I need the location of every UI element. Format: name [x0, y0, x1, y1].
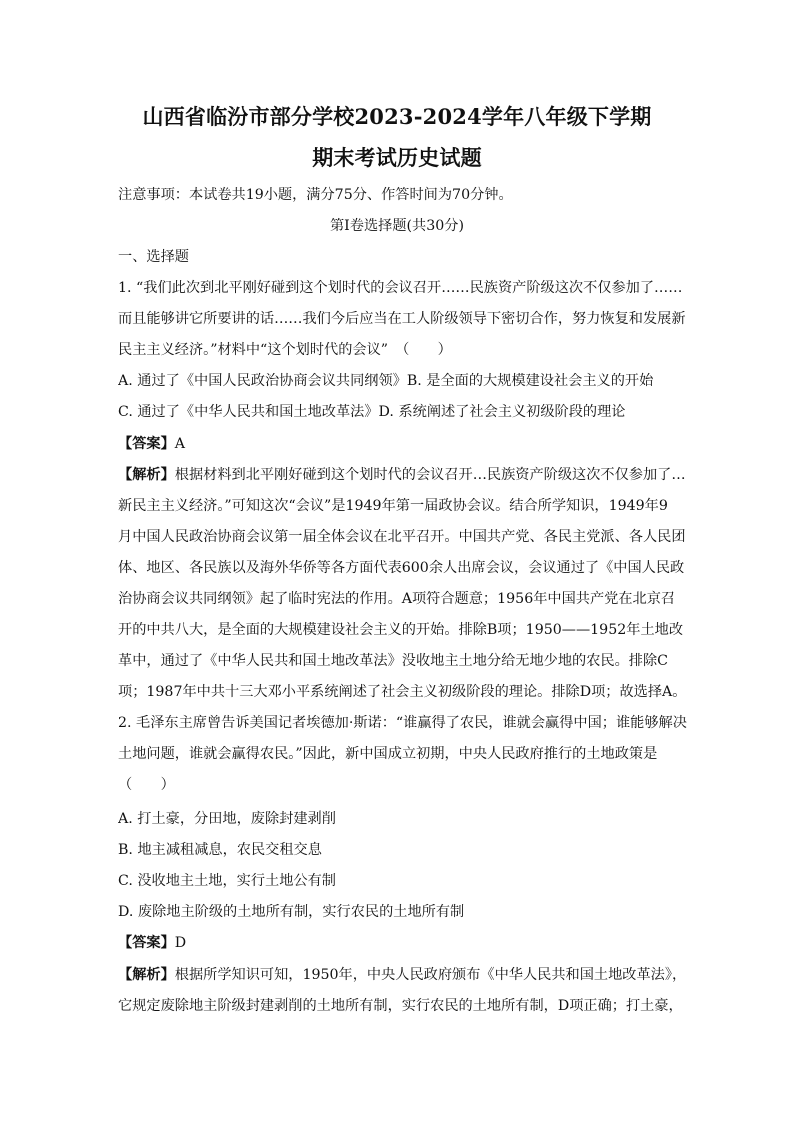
q1-options-line: C. 通过了《中华人民共和国土地改革法》D. 系统阐述了社会主义初级阶段的理论 — [118, 404, 626, 420]
page-title: 山西省临汾市部分学校2023-2024学年八年级下学期 — [142, 104, 652, 129]
analysis-label: 【解析】 — [118, 467, 175, 483]
q2-stem-line: （ ） — [118, 777, 175, 793]
q2-analysis-line: 它规定废除地主阶级封建剥削的土地所有制，实行农民的土地所有制，D项正确；打土豪， — [118, 998, 683, 1014]
q1-analysis-line: 开的中共八大，是全面的大规模建设社会主义的开始。排除B项；1950——1952年土地改 — [118, 622, 684, 638]
q1-analysis-line: 项；1987年中共十三大邓小平系统阐述了社会主义初级阶段的理论。排除D项；故选择A。 — [118, 684, 687, 700]
q2-stem-line: 土地问题，谁就会赢得农民。”因此，新中国成立初期，中央人民政府推行的土地政策是 — [118, 746, 658, 762]
answer-value: D — [174, 935, 187, 951]
q1-analysis-line: 体、地区、各民族以及海外华侨等各方面代表600余人出席会议，会议通过了《中国人民政 — [118, 560, 685, 576]
answer-label: 【答案】 — [118, 935, 175, 951]
analysis-text: 根据材料到北平刚好碰到这个划时代的会议召开…民族资产阶级这次不仅参加了… — [174, 467, 686, 483]
q1-analysis-line: 月中国人民政治协商会议第一届全体会议在北平召开。中国共产党、各民主党派、各人民团 — [118, 529, 686, 545]
q1-stem-line: 1. “我们此次到北平刚好碰到这个划时代的会议召开……民族资产阶级这次不仅参加了…… — [118, 280, 683, 296]
q2-option-d: D. 废除地主阶级的土地所有制，实行农民的土地所有制 — [118, 904, 465, 920]
answer-value: A — [174, 436, 186, 452]
volume-heading: 第I卷选择题(共30分) — [329, 218, 465, 234]
q1-analysis-line: 治协商会议共同纲领》起了临时宪法的作用。A项符合题意；1956年中国共产党在北京召 — [118, 591, 676, 607]
analysis-label: 【解析】 — [118, 967, 175, 983]
q1-analysis-line: 革中，通过了《中华人民共和国土地改革法》没收地主土地分给无地少地的农民。排除C — [118, 653, 668, 669]
q2-stem-line: 2. 毛泽东主席曾告诉美国记者埃德加·斯诺：“谁赢得了农民，谁就会赢得中国；谁能够解决 — [118, 715, 687, 731]
page-subtitle: 期末考试历史试题 — [312, 145, 482, 170]
q2-option-a: A. 打土豪，分田地，废除封建剥削 — [118, 811, 336, 827]
q2-answer — [118, 932, 688, 954]
q2-option-c: C. 没收地主土地，实行土地公有制 — [118, 873, 336, 889]
q1-analysis-line — [118, 464, 688, 486]
q1-stem-line: 而且能够讲它所要讲的话……我们今后应当在工人阶级领导下密切合作，努力恢复和发展新 — [118, 311, 686, 327]
analysis-text: 根据所学知识可知，1950年，中央人民政府颁布《中华人民共和国土地改革法》， — [174, 967, 687, 983]
q2-analysis-line — [118, 964, 688, 986]
q2-option-b: B. 地主减租减息，农民交租交息 — [118, 842, 322, 858]
q1-options-line: A. 通过了《中国人民政治协商会议共同纲领》B. 是全面的大规模建设社会主义的开始 — [118, 373, 654, 389]
q1-analysis-line: 新民主主义经济。”可知这次“会议”是1949年第一届政协会议。结合所学知识，1949年9 — [118, 498, 668, 514]
answer-label: 【答案】 — [118, 436, 175, 452]
q1-stem-line: 民主主义经济。”材料中“这个划时代的会议” （ ） — [118, 342, 452, 358]
section-heading: 一、选择题 — [118, 249, 189, 265]
q1-answer — [118, 433, 688, 455]
exam-notice: 注意事项：本试卷共19小题，满分75分、作答时间为70分钟。 — [118, 187, 513, 203]
